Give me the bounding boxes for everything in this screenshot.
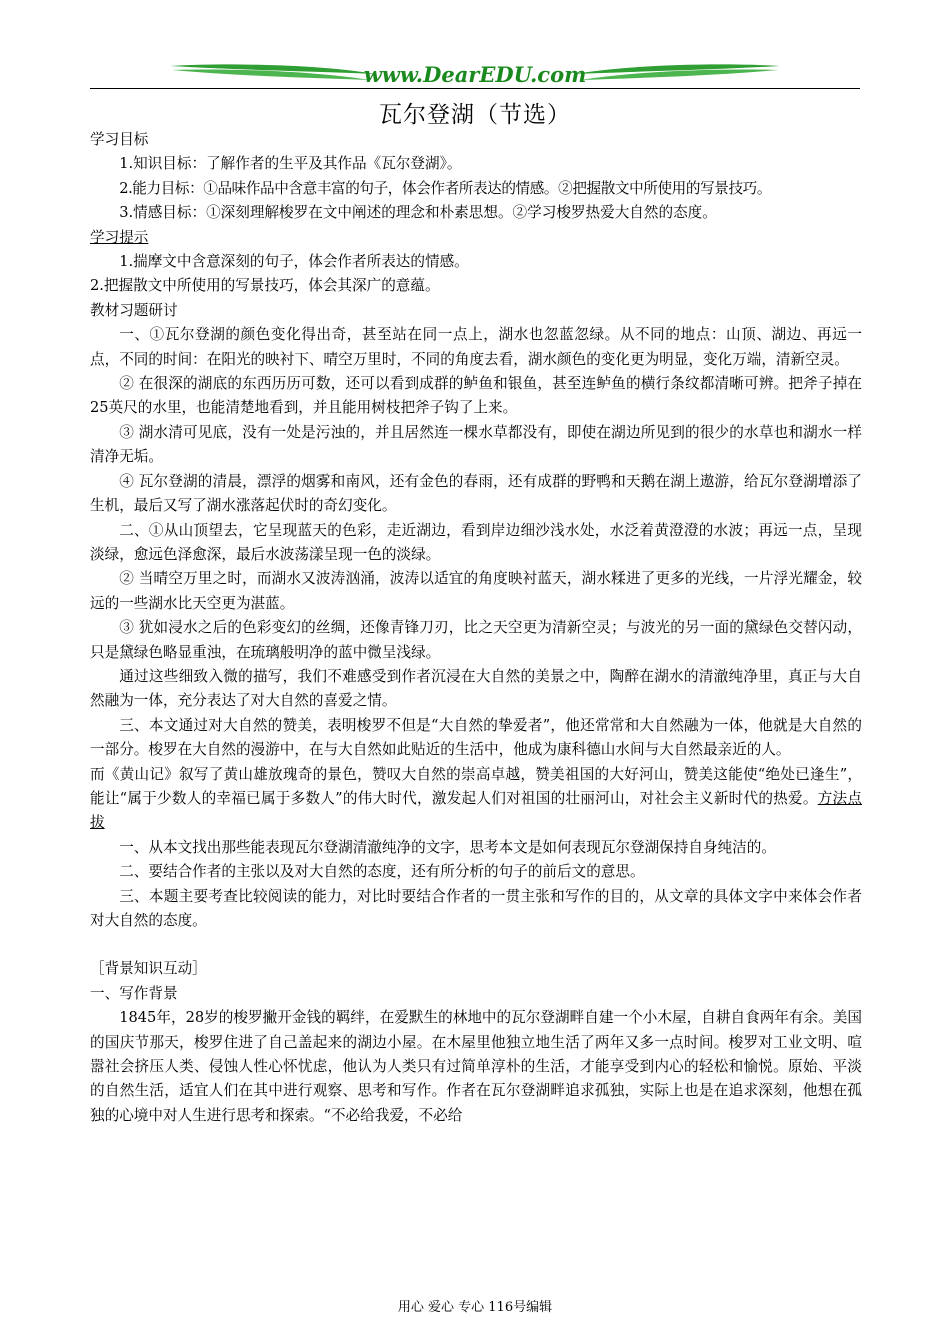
exercise-paragraph-10-text: 而《黄山记》叙写了黄山雄放瑰奇的景色，赞叹大自然的崇高卓越，赞美祖国的大好河山，赞美这能使“绝处已逢生”，能让“属于少数人的幸福已属于多数人”的伟大时代，激发起人们对祖国的壮丽河山，对社会主义新时代的热爱。 [90, 765, 862, 807]
site-url[interactable]: www.DearEDU.com [363, 62, 587, 87]
method-2: 二、要结合作者的主张以及对大自然的态度，还有所分析的句子的前后文的意思。 [119, 863, 645, 881]
exercise-paragraph-2: ② 在很深的湖底的东西历历可数，还可以看到成群的鲈鱼和银鱼，甚至连鲈鱼的横行条纹都清晰可辨。把斧子掉在25英尺的水里，也能清楚地看到，并且能用树枝把斧子钩了上来。 [90, 375, 862, 417]
hints-heading-text: 学习提示 [90, 228, 149, 246]
method-3: 三、本题主要考查比较阅读的能力，对比时要结合作者的一贯主张和写作的目的，从文章的具体文字中来体会作者对大自然的态度。 [90, 887, 862, 929]
hints-heading [90, 226, 862, 250]
goal-1: 1.知识目标：了解作者的生平及其作品《瓦尔登湖》。 [119, 155, 462, 173]
page-title: 瓦尔登湖（节选） [379, 102, 571, 128]
method-heading: 方法点拔 [90, 789, 862, 832]
exercise-paragraph-7: ③ 犹如浸水之后的色彩变幻的丝绸，还像青锋刀刃，比之天空更为清新空灵；与波光的另一面的黛绿色交替闪动，只是黛绿色略显重浊，在琉璃般明净的蓝中微呈浅绿。 [90, 619, 862, 661]
document-body [90, 128, 862, 1128]
page-footer: 用心 爱心 专心 116号编辑 [397, 1300, 553, 1315]
exercise-paragraph-6: ② 当晴空万里之时，而湖水又波涛汹涌，波涛以适宜的角度映衬蓝天，湖水糅进了更多的光线，一片浮光耀金，较远的一些湖水比天空更为湛蓝。 [90, 570, 862, 612]
goal-3: 3.情感目标：①深刻理解梭罗在文中阐述的理念和朴素思想。②学习梭罗热爱大自然的态度。 [119, 204, 717, 222]
exercise-paragraph-10 [90, 763, 862, 836]
background-subheading: 一、写作背景 [90, 984, 178, 1002]
exercise-heading: 教材习题研讨 [90, 301, 178, 319]
background-heading: ［背景知识互动］ [90, 960, 207, 978]
exercise-paragraph-4: ④ 瓦尔登湖的清晨，漂浮的烟雾和南风，还有金色的春雨，还有成群的野鸭和天鹅在湖上遨游，给瓦尔登湖增添了生机，最后又写了湖水涨落起伏时的奇幻变化。 [90, 472, 862, 515]
header-divider [90, 88, 860, 89]
method-1: 一、从本文找出那些能表现瓦尔登湖清澈纯净的文字，思考本文是如何表现瓦尔登湖保持自身纯洁的。 [119, 838, 776, 856]
goal-2: 2.能力目标：①品味作品中含意丰富的句子，体会作者所表达的情感。②把握散文中所使用的写景技巧。 [119, 179, 772, 197]
hint-2: 2.把握散文中所使用的写景技巧，体会其深广的意蕴。 [90, 277, 440, 295]
exercise-paragraph-5: 二、①从山顶望去，它呈现蓝天的色彩，走近湖边，看到岸边细沙浅水处，水泛着黄澄澄的水波；再远一点，呈现淡绿，愈远色泽愈深，最后水波荡漾呈现一色的淡绿。 [90, 521, 862, 563]
hint-1: 1.揣摩文中含意深刻的句子，体会作者所表达的情感。 [119, 253, 469, 271]
goals-heading: 学习目标 [90, 131, 149, 148]
background-paragraph-1: 1845年，28岁的梭罗撇开金钱的羁绊，在爱默生的林地中的瓦尔登湖畔自建一个小木屋，自耕自食两年有余。美国的国庆节那天，梭罗住进了自己盖起来的湖边小屋。在木屋里他独立地生活了两年又多一点时间。梭罗对工业文明、喧嚣社会挤压人类、侵蚀人性心怀忧虑，他认为人类只有过简单淳朴的生活，才能享受到内心的轻松和愉悦。原始、平淡的自然生活，适宜人们在其中进行观察、思考和写作。作者在瓦尔登湖畔追求孤独，实际上也是在追求深刻，他想在孤独的心境中对人生进行思考和探索。“不必给我爱，不必给 [90, 1009, 862, 1124]
exercise-paragraph-8: 通过这些细致入微的描写，我们不难感受到作者沉浸在大自然的美景之中，陶醉在湖水的清澈纯净里，真正与大自然融为一体，充分表达了对大自然的喜爱之情。 [90, 667, 862, 710]
spacer [90, 933, 862, 957]
exercise-paragraph-9: 三、本文通过对大自然的赞美，表明梭罗不但是“大自然的挚爱者”，他还常常和大自然融为一体，他就是大自然的一部分。梭罗在大自然的漫游中，在与大自然如此贴近的生活中，他成为康科德山水间与大自然最亲近的人。 [90, 716, 862, 759]
exercise-paragraph-1: 一、①瓦尔登湖的颜色变化得出奇，甚至站在同一点上，湖水也忽蓝忽绿。从不同的地点：山顶、湖边、再远一点，不同的时间：在阳光的映衬下、晴空万里时，不同的角度去看，湖水颜色的变化更为明显，变化万端，清新空灵。 [90, 326, 862, 368]
exercise-paragraph-3: ③ 湖水清可见底，没有一处是污浊的，并且居然连一棵水草都没有，即使在湖边所见到的很少的水草也和湖水一样清净无垢。 [90, 423, 862, 466]
